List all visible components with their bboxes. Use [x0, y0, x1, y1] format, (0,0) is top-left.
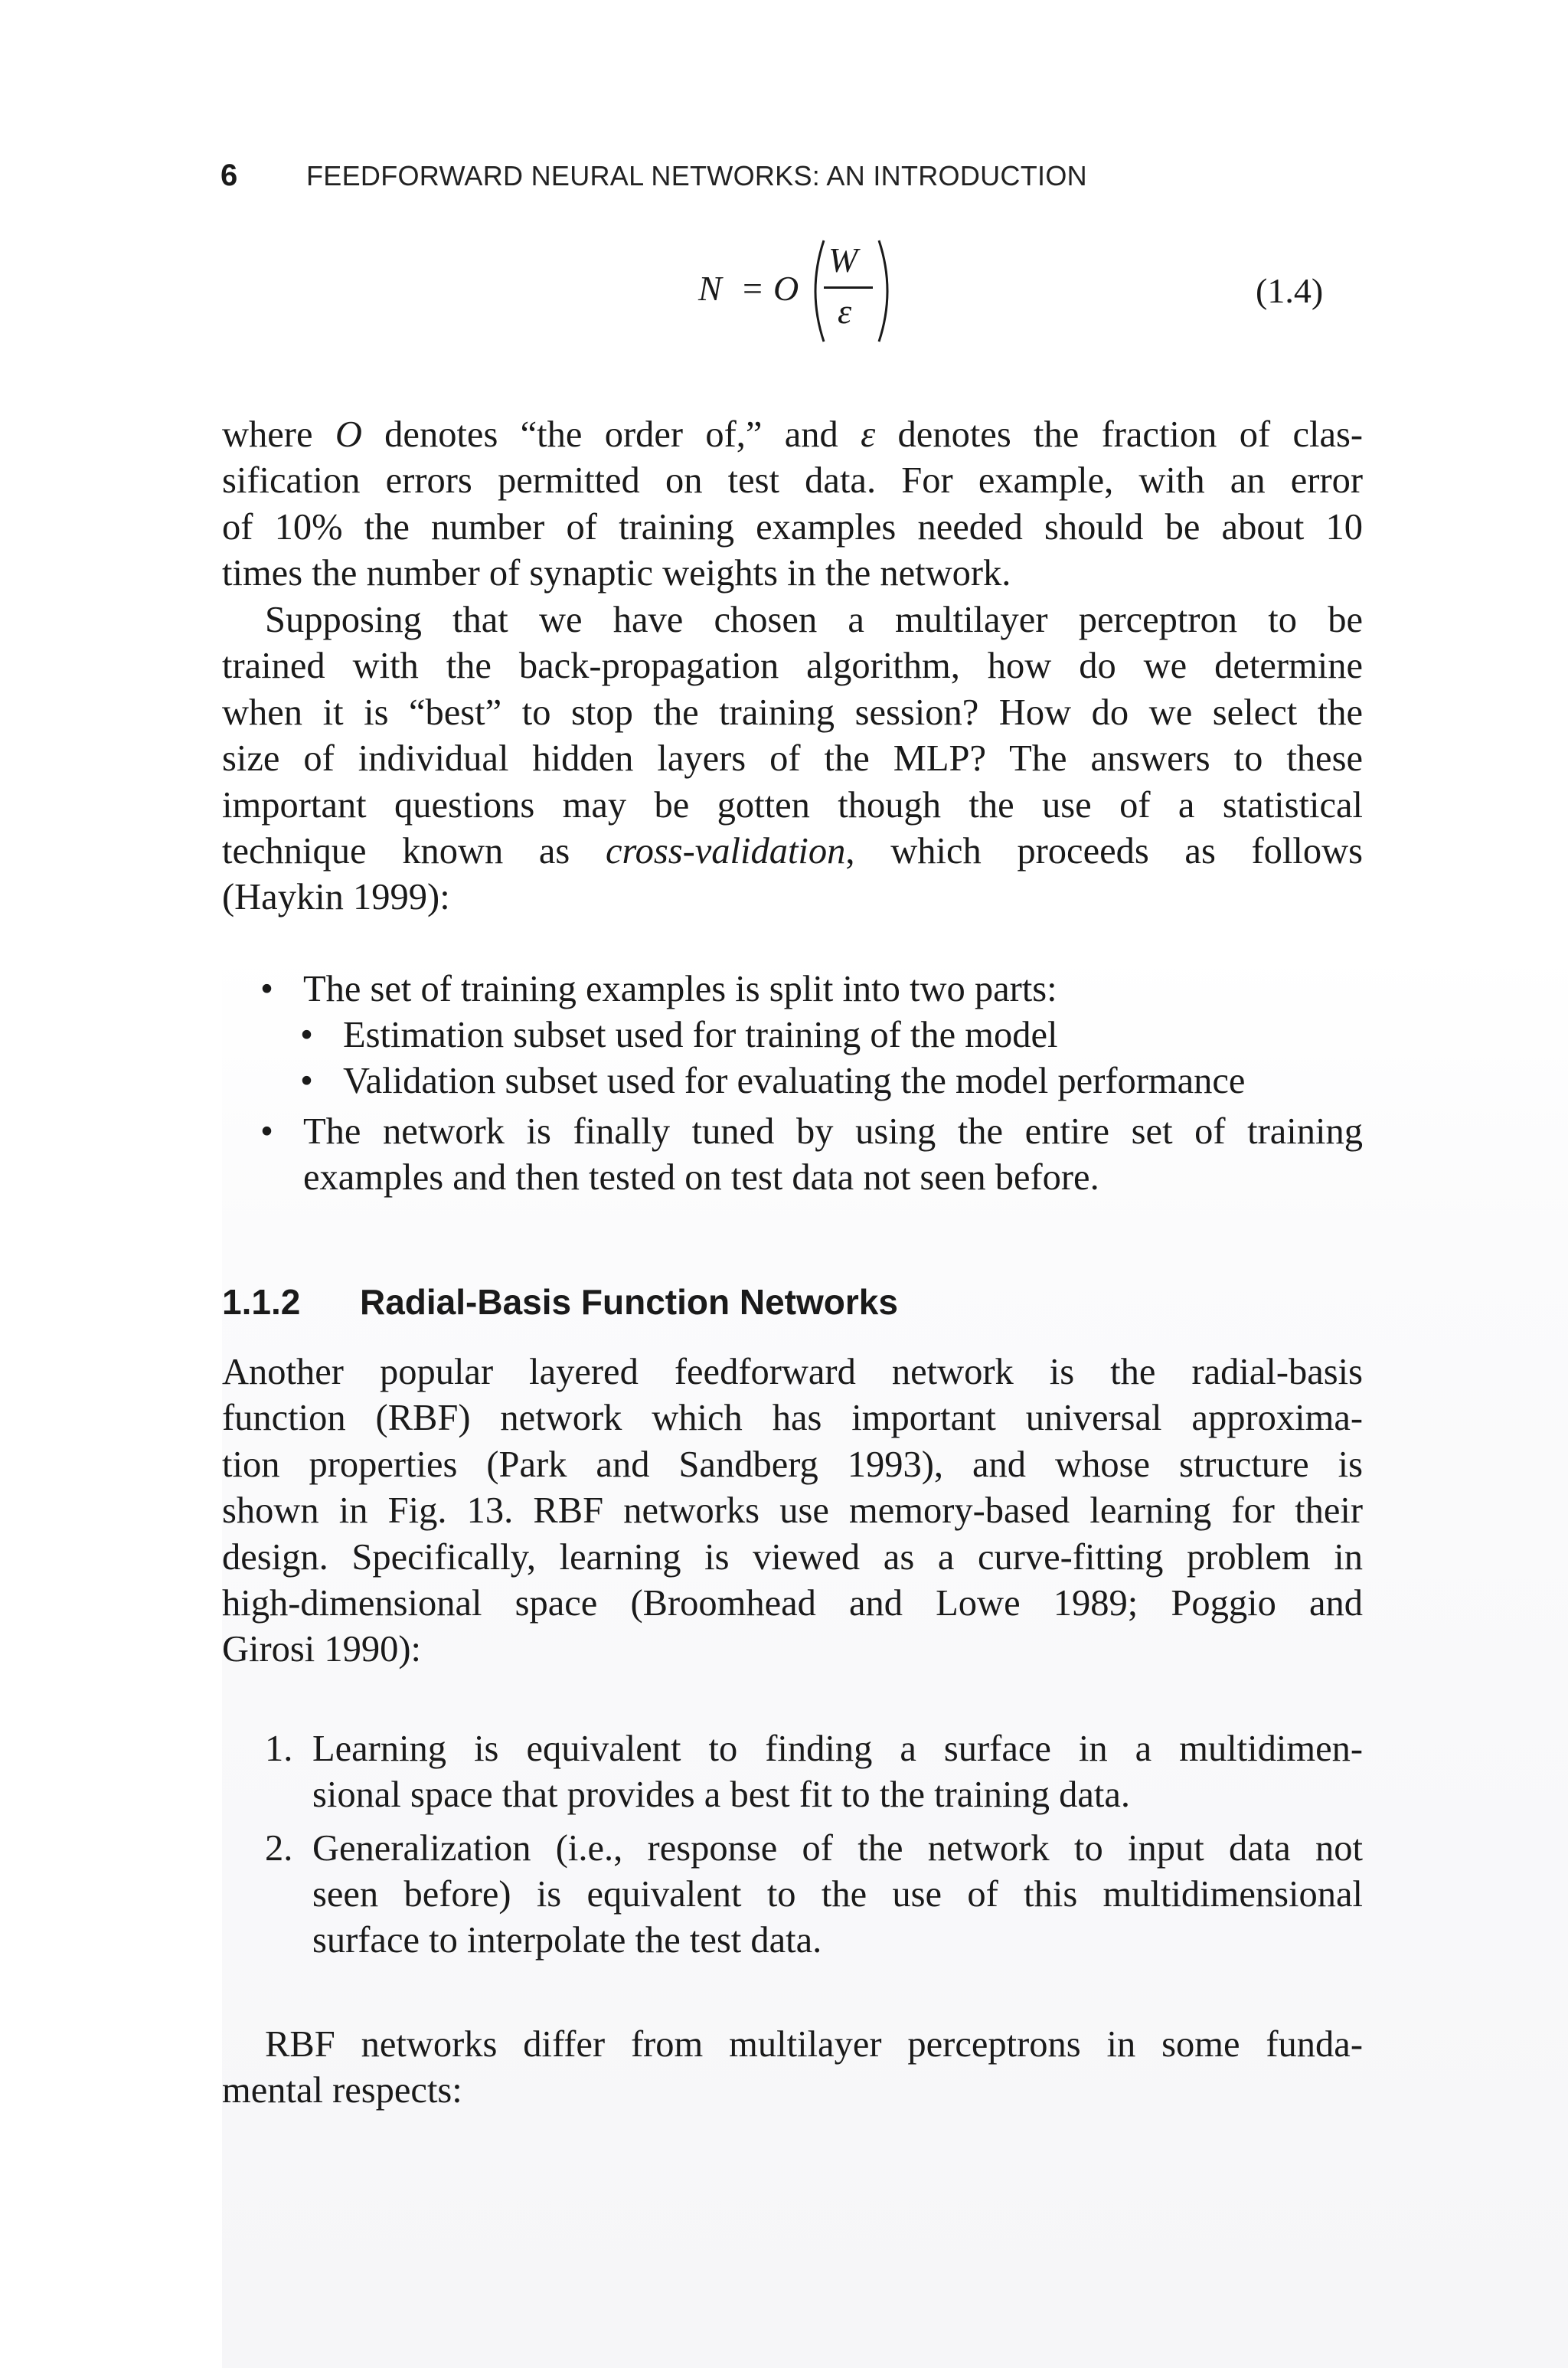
bullet-icon: •: [260, 969, 273, 1009]
equation-label: (1.4): [1256, 271, 1324, 310]
text-run: denotes “the order of,” and: [361, 414, 861, 455]
equation-lhs: N: [698, 269, 722, 308]
equation-numerator: W: [828, 240, 858, 280]
running-title: FEEDFORWARD NEURAL NETWORKS: AN INTRODUCTION: [306, 160, 1087, 191]
paragraph-3: [222, 1349, 1363, 1673]
paragraph-2: [222, 597, 1363, 921]
list-item-text: Validation subset used for evaluating the model performance: [343, 1061, 1246, 1101]
text-line: tion properties (Park and Sandberg 1993), and whose structure is: [222, 1444, 1363, 1485]
text-run: where: [222, 414, 335, 455]
text-line: [222, 412, 1363, 458]
paragraph-4: [222, 2022, 1363, 2115]
section-heading: [222, 1279, 898, 1325]
item-text: sional space that provides a best fit to the training data.: [312, 1774, 1131, 1815]
fraction-bar: [824, 286, 873, 289]
text-line: of 10% the number of training examples needed should be about 10: [222, 506, 1363, 548]
equation-function: O: [773, 269, 799, 308]
item-text: surface to interpolate the test data.: [312, 1920, 822, 1961]
text-line: shown in Fig. 13. RBF networks use memory-based learning for their: [222, 1490, 1363, 1532]
cross-validation-term: cross-validation: [605, 831, 846, 872]
text-line: (Haykin 1999):: [222, 877, 450, 918]
section-title: Radial-Basis Function Networks: [360, 1282, 898, 1322]
item-text: Generalization (i.e., response of the network to input data not: [312, 1828, 1363, 1869]
text-line: sification errors permitted on test data. For example, with an error: [222, 460, 1363, 502]
text-line: RBF networks differ from multilayer perceptrons in some funda-: [265, 2024, 1363, 2065]
page-number: 6: [220, 159, 238, 192]
text-line: when it is “best” to stop the training session? How do we select the: [222, 692, 1363, 733]
right-paren-icon: [876, 237, 899, 345]
text-line: function (RBF) network which has important universal approxima-: [222, 1398, 1363, 1439]
text-line: Supposing that we have chosen a multilayer perceptron to be: [265, 600, 1363, 640]
item-number: 2.: [265, 1828, 293, 1869]
math-symbol: O: [335, 414, 362, 455]
list-item-text: The set of training examples is split into two parts:: [303, 969, 1057, 1009]
bullet-icon: •: [300, 1015, 313, 1055]
bullet-icon: •: [300, 1061, 313, 1101]
list-item-text: Estimation subset used for training of the model: [343, 1015, 1058, 1055]
equation-equals: =: [743, 269, 763, 308]
running-head: [220, 156, 1369, 195]
list-item-text: The network is finally tuned by using the entire set of training: [303, 1111, 1363, 1152]
text-line: [222, 829, 1363, 875]
text-line: size of individual hidden layers of the MLP? The answers to these: [222, 738, 1363, 780]
text-line: Girosi 1990):: [222, 1629, 422, 1670]
text-line: trained with the back-propagation algorithm, how do we determine: [222, 646, 1363, 687]
text-line: times the number of synaptic weights in the network.: [222, 553, 1011, 594]
math-symbol: ε: [861, 414, 876, 455]
list-item-text: examples and then tested on test data not seen before.: [303, 1157, 1099, 1198]
text-run: , which proceeds as follows: [845, 831, 1363, 872]
paragraph-1: [222, 412, 1363, 597]
text-line: Another popular layered feedforward network is the radial-basis: [222, 1352, 1363, 1392]
equation-1-4: [689, 237, 1026, 345]
item-number: 1.: [265, 1729, 293, 1769]
text-line: mental respects:: [222, 2070, 462, 2111]
text-line: important questions may be gotten though the use of a statistical: [222, 784, 1363, 826]
equation-denominator: ε: [838, 292, 852, 331]
text-line: design. Specifically, learning is viewed as a curve-fitting problem in: [222, 1536, 1363, 1578]
left-paren-icon: [804, 237, 827, 345]
item-text: seen before) is equivalent to the use of this multidimensional: [312, 1874, 1363, 1915]
text-run: technique known as: [222, 831, 606, 872]
text-line: high-dimensional space (Broomhead and Lowe 1989; Poggio and: [222, 1583, 1363, 1624]
bullet-icon: •: [260, 1111, 273, 1152]
text-run: denotes the fraction of clas-: [875, 414, 1363, 455]
item-text: Learning is equivalent to finding a surface in a multidimen-: [312, 1729, 1363, 1769]
section-number: 1.1.2: [222, 1282, 301, 1322]
